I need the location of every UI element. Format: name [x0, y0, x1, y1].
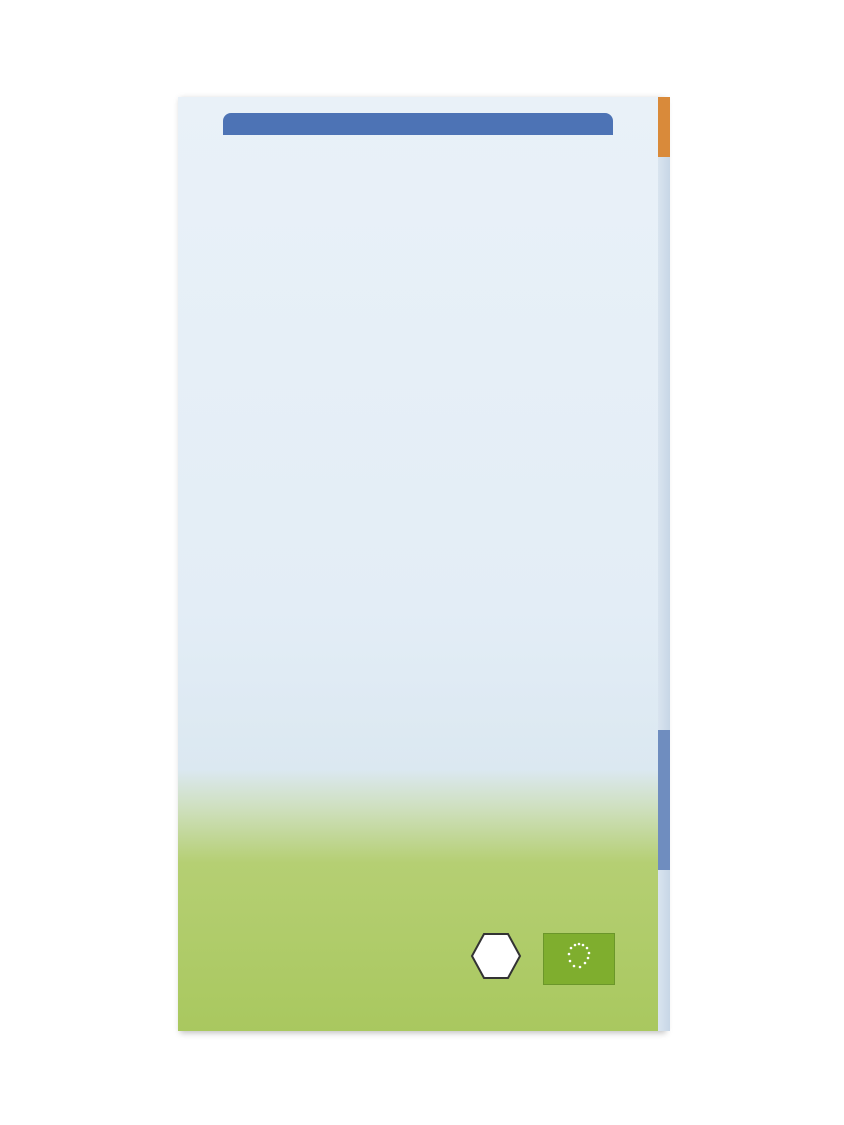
eu-organic-logo-icon: [543, 933, 615, 985]
box-edge-blue-stripe: [658, 730, 670, 870]
box-side-edge: [658, 97, 670, 1031]
table-header: [223, 113, 613, 135]
product-box: [178, 97, 664, 1031]
nutrition-table: [223, 113, 613, 172]
column-headers: [223, 135, 613, 169]
group-separator: [223, 169, 613, 172]
box-edge-orange-stripe: [658, 97, 670, 157]
bio-seal-icon: [470, 932, 522, 980]
